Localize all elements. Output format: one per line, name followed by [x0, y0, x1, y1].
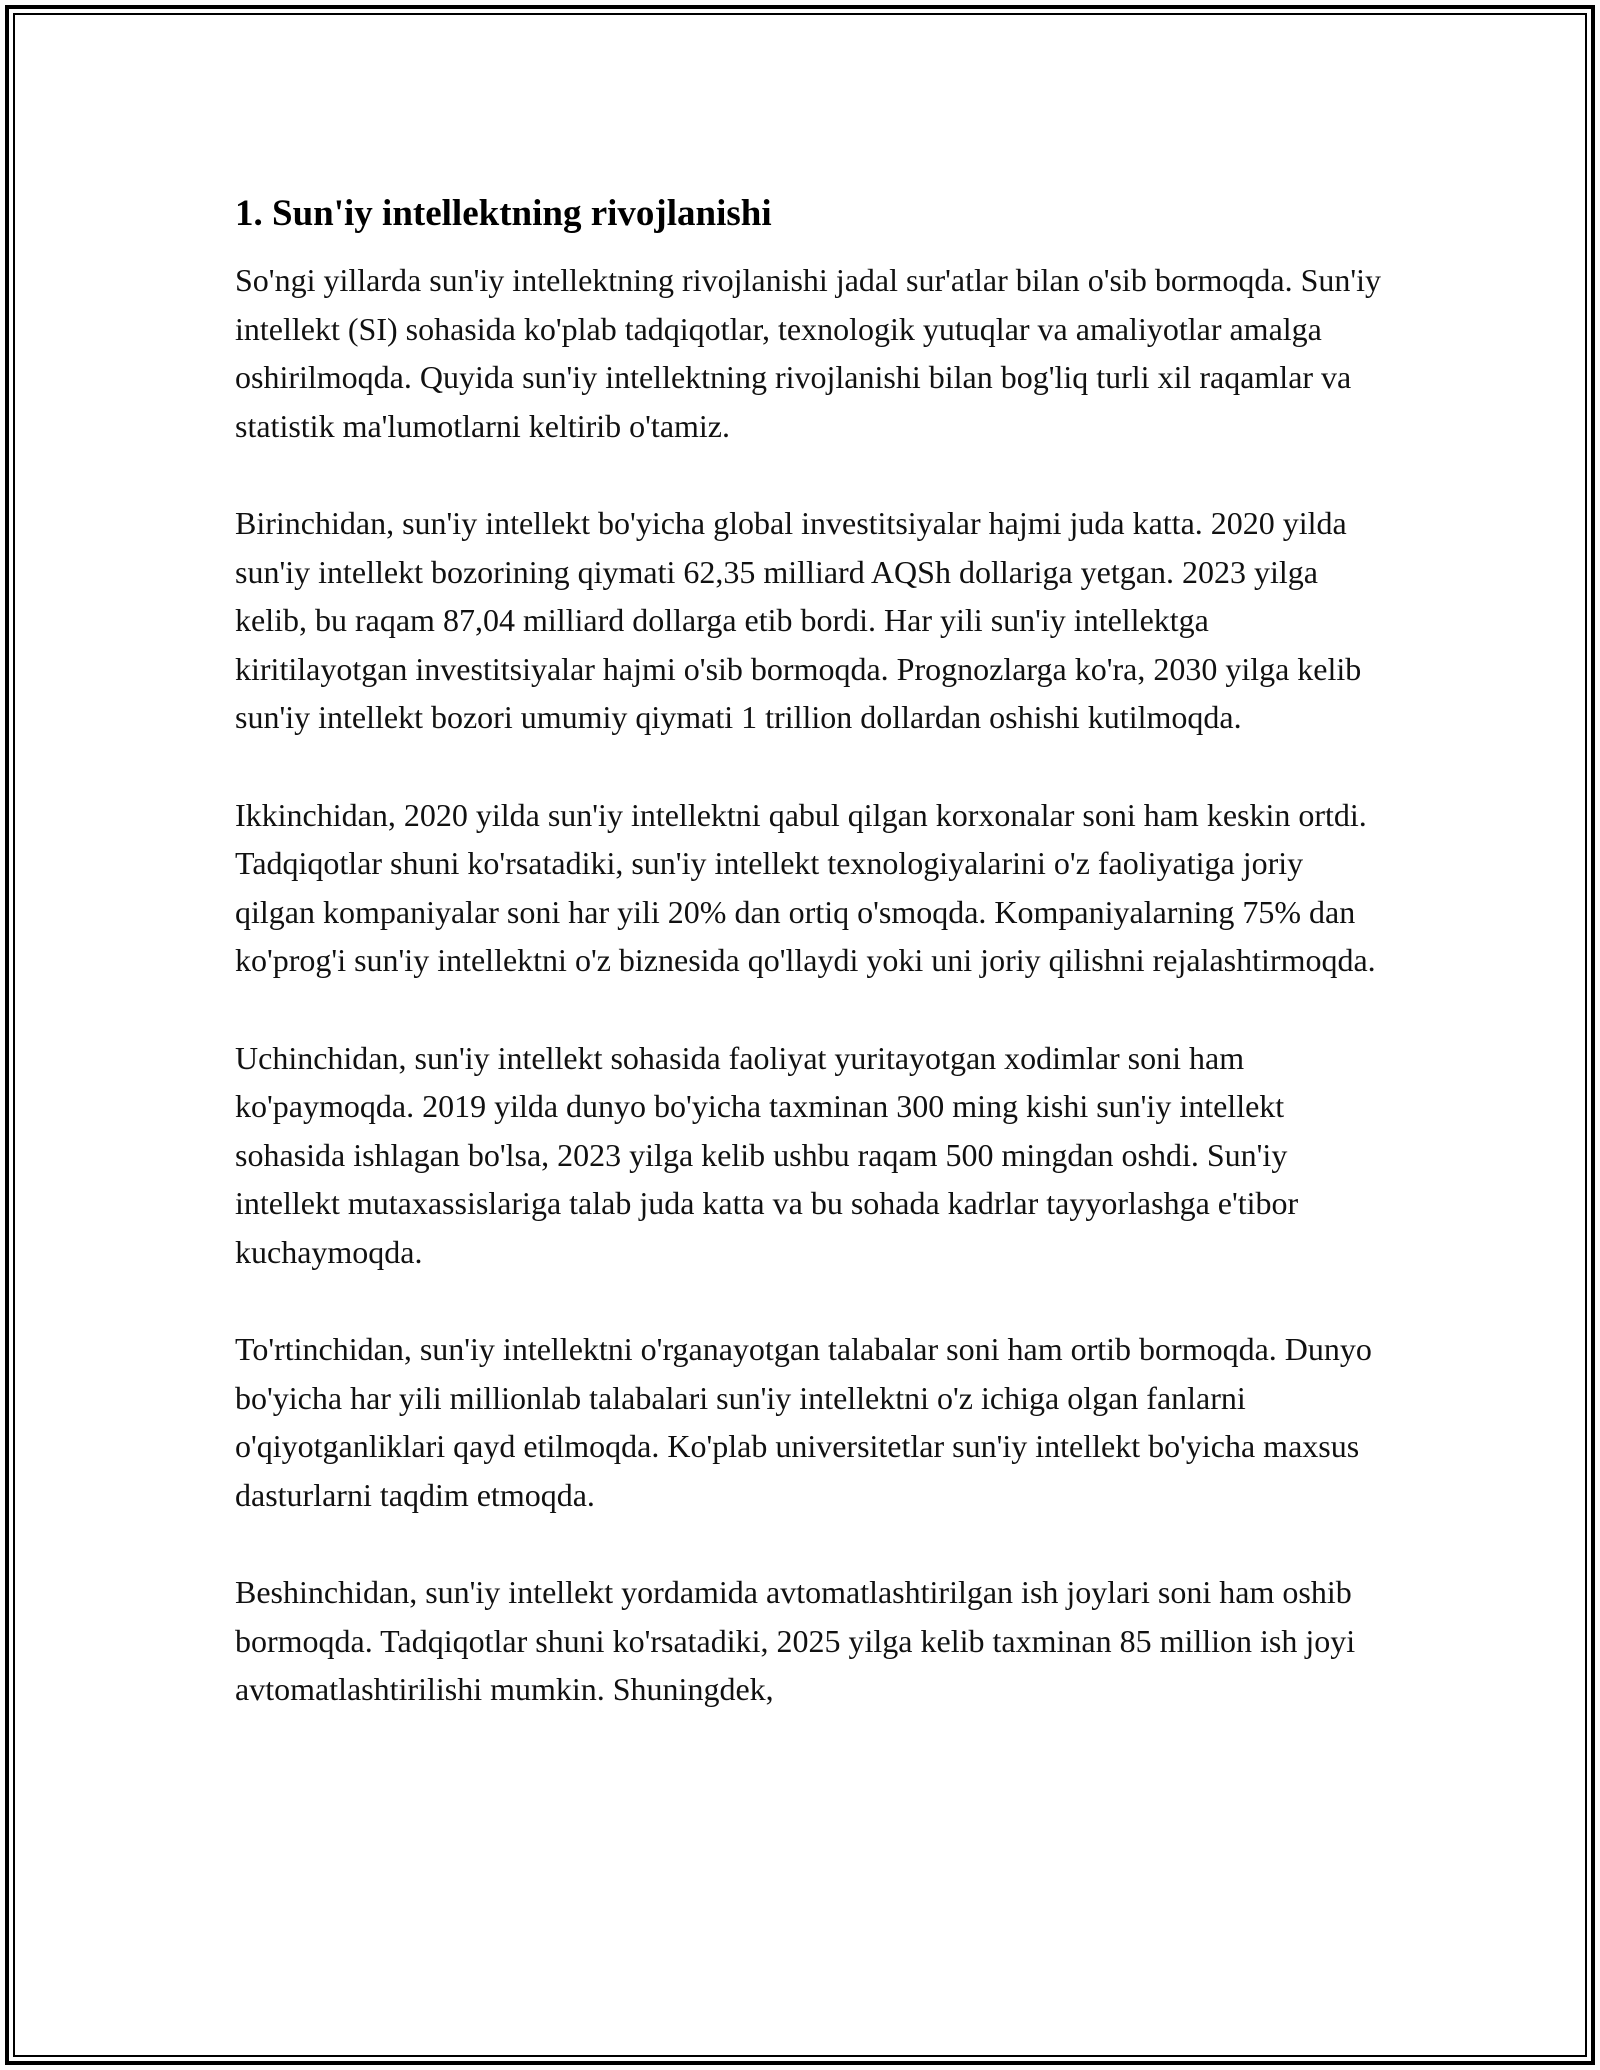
paragraph-intro: So'ngi yillarda sun'iy intellektning rivojlanishi jadal sur'atlar bilan o'sib bormoqda. Sun'iy intellekt (SI) sohasida ko'plab tadqiqotlar, texnologik yutuqlar va amaliyotlar amalga oshirilmoqda. Quyida sun'iy intellektning rivojlanishi bilan bog'liq turli xil raqamlar va statistik ma'lumotlarni keltirib o'tamiz.: [235, 262, 1382, 444]
section-heading: 1. Sun'iy intellektning rivojlanishi: [235, 193, 772, 234]
paragraph-fifth: Beshinchidan, sun'iy intellekt yordamida avtomatlashtirilgan ish joylari soni ham oshib bormoqda. Tadqiqotlar shuni ko'rsatadiki, 2025 yilga kelib taxminan 85 million ish joyi avtomatlashtirilishi mumkin. Shuningdek,: [235, 1574, 1356, 1707]
paragraph-first: Birinchidan, sun'iy intellekt bo'yicha global investitsiyalar hajmi juda katta. 2020 yilda sun'iy intellekt bozorining qiymati 62,35 milliard AQSh dollariga yetgan. 2023 yilga kelib, bu raqam 87,04 milliard dollarga etib bordi. Har yili sun'iy intellektga kiritilayotgan investitsiyalar hajmi o'sib bormoqda. Prognozlarga ko'ra, 2030 yilga kelib sun'iy intellekt bozori umumiy qiymati 1 trillion dollardan oshishi kutilmoqda.: [235, 505, 1362, 735]
paragraph-fourth: To'rtinchidan, sun'iy intellektni o'rganayotgan talabalar soni ham ortib bormoqda. Dunyo bo'yicha har yili millionlab talabalari sun'iy intellektni o'z ichiga olgan fanlarni o'qiyotganliklari qayd etilmoqda. Ko'plab universitetlar sun'iy intellekt bo'yicha maxsus dasturlarni taqdim etmoqda.: [235, 1331, 1372, 1513]
paragraph-second: Ikkinchidan, 2020 yilda sun'iy intellektni qabul qilgan korxonalar soni ham keskin ortdi. Tadqiqotlar shuni ko'rsatadiki, sun'iy intellekt texnologiyalarini o'z faoliyatiga joriy qilgan kompaniyalar soni har yili 20% dan ortiq o'smoqda. Kompaniyalarning 75% dan ko'prog'i sun'iy intellektni o'z biznesida qo'llaydi yoki uni joriy qilishni rejalashtirmoqda.: [235, 796, 1376, 978]
document-body: [235, 186, 1385, 1714]
paragraph-third: Uchinchidan, sun'iy intellekt sohasida faoliyat yuritayotgan xodimlar soni ham ko'paymoqda. 2019 yilda dunyo bo'yicha taxminan 300 ming kishi sun'iy intellekt sohasida ishlagan bo'lsa, 2023 yilga kelib ushbu raqam 500 mingdan oshdi. Sun'iy intellekt mutaxassislariga talab juda katta va bu sohada kadrlar tayyorlashga e'tibor kuchaymoqda.: [235, 1039, 1299, 1270]
